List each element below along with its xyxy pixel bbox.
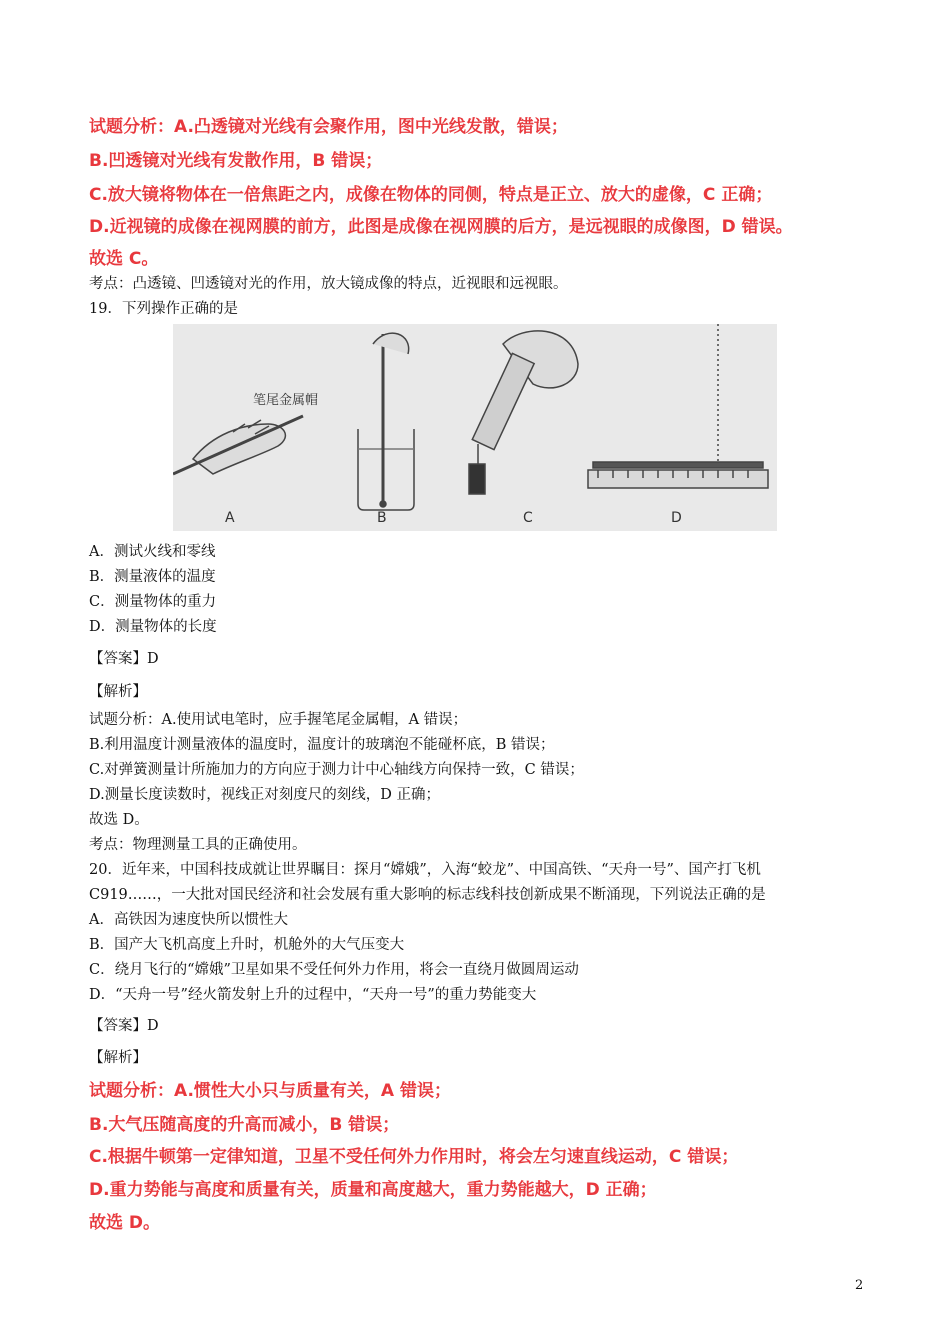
q19-analysis-head: 【解析】 [89, 684, 147, 700]
q18-analysis-line-5: 故选 C。 [89, 249, 159, 269]
figure-c-spring-scale [469, 331, 578, 494]
q20-analysis-line-4: D.重力势能与高度和质量有关，质量和高度越大，重力势能越大，D 正确； [89, 1180, 657, 1200]
q19-stem: 19．下列操作正确的是 [89, 301, 238, 317]
q19-analysis-line-3: C.对弹簧测量计所施加力的方向应于测力计中心轴线方向保持一致，C 错误； [89, 762, 584, 778]
q19-answer: 【答案】D [89, 651, 159, 667]
q20-option-c: C．绕月飞行的“嫦娥”卫星如果不受任何外力作用，将会一直绕月做圆周运动 [89, 962, 579, 978]
q19-option-b: B．测量液体的温度 [89, 569, 216, 585]
q19-option-a: A．测试火线和零线 [89, 544, 216, 560]
q18-analysis-line-1: 试题分析：A.凸透镜对光线有会聚作用，图中光线发散，错误； [89, 117, 568, 137]
q19-figure-drawing [173, 324, 777, 531]
q20-analysis-line-3: C.根据牛顿第一定律知道，卫星不受任何外力作用时，将会左匀速直线运动，C 错误； [89, 1147, 739, 1167]
q18-kaodian: 考点：凸透镜、凹透镜对光的作用，放大镜成像的特点，近视眼和远视眼。 [89, 276, 568, 292]
q18-analysis-line-3: C.放大镜将物体在一倍焦距之内，成像在物体的同侧，特点是正立、放大的虚像，C 正确； [89, 185, 773, 205]
figure-label-c: C [523, 510, 533, 526]
figure-label-a: A [225, 510, 235, 526]
q19-analysis-line-2: B.利用温度计测量液体的温度时，温度计的玻璃泡不能碰杯底，B 错误； [89, 737, 555, 753]
q18-analysis-line-2: B.凹透镜对光线有发散作用，B 错误； [89, 151, 383, 171]
q19-figure [173, 324, 777, 531]
q20-option-a: A．高铁因为速度快所以惯性大 [89, 912, 288, 928]
figure-b-thermometer [358, 333, 414, 510]
figure-label-d: D [671, 510, 682, 526]
q19-option-c: C．测量物体的重力 [89, 594, 217, 610]
q20-analysis-line-2: B.大气压随高度的升高而减小，B 错误； [89, 1115, 400, 1135]
q20-stem-line-1: 20．近年来，中国科技成就让世界瞩目：探月“嫦娥”，入海“蛟龙”、中国高铁、“天舟一号”、国产打飞机 [89, 862, 761, 878]
q20-analysis-line-1: 试题分析：A.惯性大小只与质量有关，A 错误； [89, 1081, 452, 1101]
page-number: 2 [855, 1278, 864, 1293]
q20-analysis-head: 【解析】 [89, 1050, 147, 1066]
figure-a-test-pen [173, 416, 303, 474]
q19-analysis-line-5: 故选 D。 [89, 812, 149, 828]
q20-analysis-line-5: 故选 D。 [89, 1213, 161, 1233]
figure-label-b: B [377, 510, 387, 526]
q19-kaodian: 考点：物理测量工具的正确使用。 [89, 837, 307, 853]
q20-stem-line-2: C919……，一大批对国民经济和社会发展有重大影响的标志线科技创新成果不断涌现，下列说法正确的是 [89, 887, 766, 903]
q20-option-b: B．国产大飞机高度上升时，机舱外的大气压变大 [89, 937, 405, 953]
q19-option-d: D．测量物体的长度 [89, 619, 217, 635]
figure-d-ruler [588, 324, 768, 488]
q20-answer: 【答案】D [89, 1018, 159, 1034]
q18-analysis-line-4: D.近视镜的成像在视网膜的前方，此图是成像在视网膜的后方，是远视眼的成像图，D 错误。 [89, 217, 793, 237]
q19-analysis-line-4: D.测量长度读数时，视线正对刻度尺的刻线，D 正确； [89, 787, 440, 803]
figure-label-pen: 笔尾金属帽 [253, 393, 319, 408]
q19-analysis-line-1: 试题分析：A.使用试电笔时，应手握笔尾金属帽，A 错误； [89, 712, 468, 728]
q20-option-d: D．“天舟一号”经火箭发射上升的过程中，“天舟一号”的重力势能变大 [89, 987, 537, 1003]
